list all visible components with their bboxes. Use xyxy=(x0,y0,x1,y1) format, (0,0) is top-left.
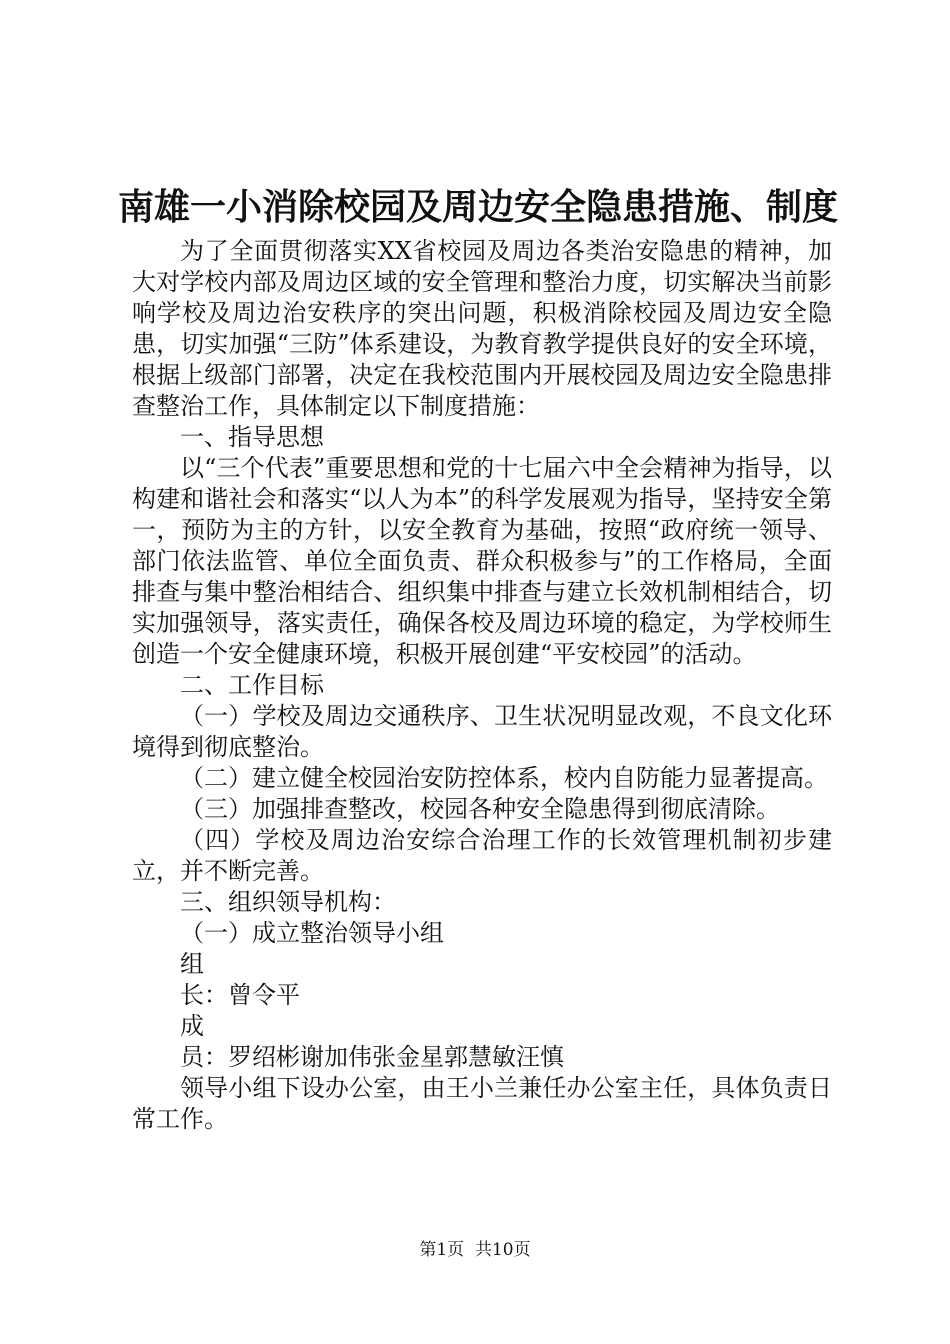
office-paragraph: 领导小组下设办公室，由王小兰兼任办公室主任，具体负责日常工作。 xyxy=(132,1074,832,1133)
roster-line-members: 员：罗绍彬谢加伟张金星郭慧敏汪慎 xyxy=(180,1043,564,1071)
roster-line-member-label: 成 xyxy=(180,1012,204,1040)
intro-paragraph: 为了全面贯彻落实XX省校园及周边各类治安隐患的精神，加大对学校内部及周边区域的安全管理和整治力度，切实解决当前影响学校及周边治安秩序的突出问题，积极消除校园及周边安全隐患，切实加强“三防”体系建设，为教育教学提供良好的安全环境，根据上级部门部署，决定在我校范围内开展校园及周边安全隐患排查整治工作，具体制定以下制度措施： xyxy=(132,237,832,420)
goal-item-2: （二）建立健全校园治安防控体系，校内自防能力显著提高。 xyxy=(180,764,828,792)
document-title: 南雄一小消除校园及周边安全隐患措施、制度 xyxy=(118,187,839,228)
section-heading-work-goals: 二、工作目标 xyxy=(180,671,324,699)
goal-item-3: （三）加强排查整改，校园各种安全隐患得到彻底清除。 xyxy=(180,795,780,823)
section-heading-organization: 三、组织领导机构： xyxy=(180,888,396,916)
page-footer: 第1页 共10页 xyxy=(419,1240,531,1260)
roster-line-group: 组 xyxy=(180,950,204,978)
org-item-1: （一）成立整治领导小组 xyxy=(180,919,444,947)
guiding-ideology-paragraph: 以“三个代表”重要思想和党的十七届六中全会精神为指导，以构建和谐社会和落实“以人为本”的科学发展观为指导，坚持安全第一，预防为主的方针，以安全教育为基础，按照“政府统一领导、部门依法监管、单位全面负责、群众积极参与”的工作格局，全面排查与集中整治相结合、组织集中排查与建立长效机制相结合，切实加强领导，落实责任，确保各校及周边环境的稳定，为学校师生创造一个安全健康环境，积极开展创建“平安校园”的活动。 xyxy=(132,454,832,668)
section-heading-guiding-ideology: 一、指导思想 xyxy=(180,423,324,451)
goal-item-4: （四）学校及周边治安综合治理工作的长效管理机制初步建立，并不断完善。 xyxy=(132,826,832,885)
goal-item-1: （一）学校及周边交通秩序、卫生状况明显改观，不良文化环境得到彻底整治。 xyxy=(132,702,832,761)
roster-line-leader: 长：曾令平 xyxy=(180,981,300,1009)
document-body xyxy=(132,236,832,1135)
